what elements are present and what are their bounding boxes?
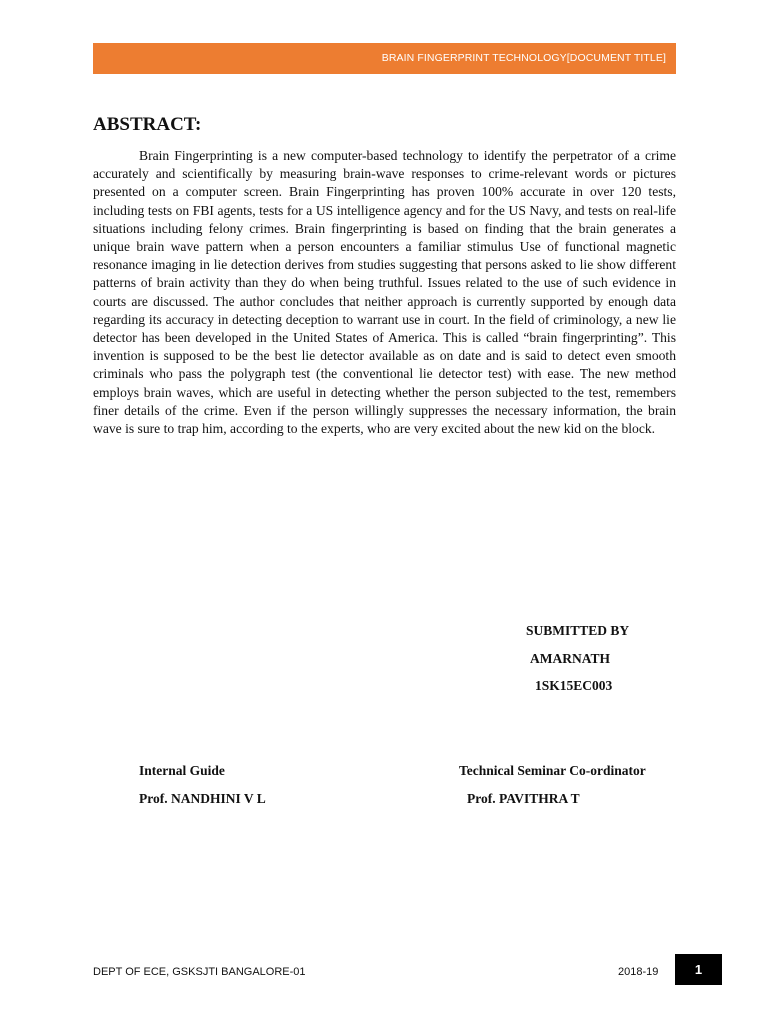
submitted-by-label: SUBMITTED BY (526, 623, 630, 638)
coordinator-name: Prof. PAVITHRA T (467, 791, 580, 806)
footer-department: DEPT OF ECE, GSKSJTI BANGALORE-01 (93, 966, 306, 978)
abstract-paragraph: Brain Fingerprinting is a new computer-based technology to identify the perpetrator of a crime accurately and scientifically by measuring brain-wave responses to crime-relevant words or pictures presented on a computer screen. Brain Fingerprinting has proven 100% accurate in over 120 tests, including tests on FBI agents, tests for a US intelligence agency and for the US Navy, and tests on real-life situations including felony crimes. Brain fingerprinting is based on finding that the brain generates a unique brain wave pattern when a person encounters a familiar stimulus Use of functional magnetic resonance imaging in lie detection derives from studies suggesting that persons asked to lie show different patterns of brain activity than they do when being truthful. Issues related to the use of such evidence in courts are discussed. The author concludes that neither approach is currently supported by enough data regarding its accuracy in detecting deception to warrant use in court. In the field of criminology, a new lie detector has been developed in the United States of America. This is called “brain fingerprinting”. This invention is supposed to be the best lie detector available as on date and is said to detect even smooth criminals who pass the polygraph test (the conventional lie detector test) with ease. The new method employs brain waves, which are useful in detecting whether the person subjected to the test, remembers finer details of the crime. Even if the person willingly suppresses the necessary information, the brain wave is sure to trap him, according to the experts, who are very excited about the new kid on the block. (93, 148, 676, 437)
internal-guide-label: Internal Guide (139, 763, 225, 778)
student-name: AMARNATH (530, 651, 610, 666)
page-number: 1 (694, 962, 703, 977)
page-number-box (675, 954, 722, 985)
abstract-heading: ABSTRACT: (93, 114, 202, 135)
header-band (93, 43, 676, 74)
internal-guide-name: Prof. NANDHINI V L (139, 791, 266, 806)
footer-year: 2018-19 (618, 966, 659, 978)
coordinator-label: Technical Seminar Co-ordinator (459, 763, 646, 778)
document-title: BRAIN FINGERPRINT TECHNOLOGY[DOCUMENT TITLE] (381, 52, 666, 64)
student-usn: 1SK15EC003 (535, 678, 613, 693)
